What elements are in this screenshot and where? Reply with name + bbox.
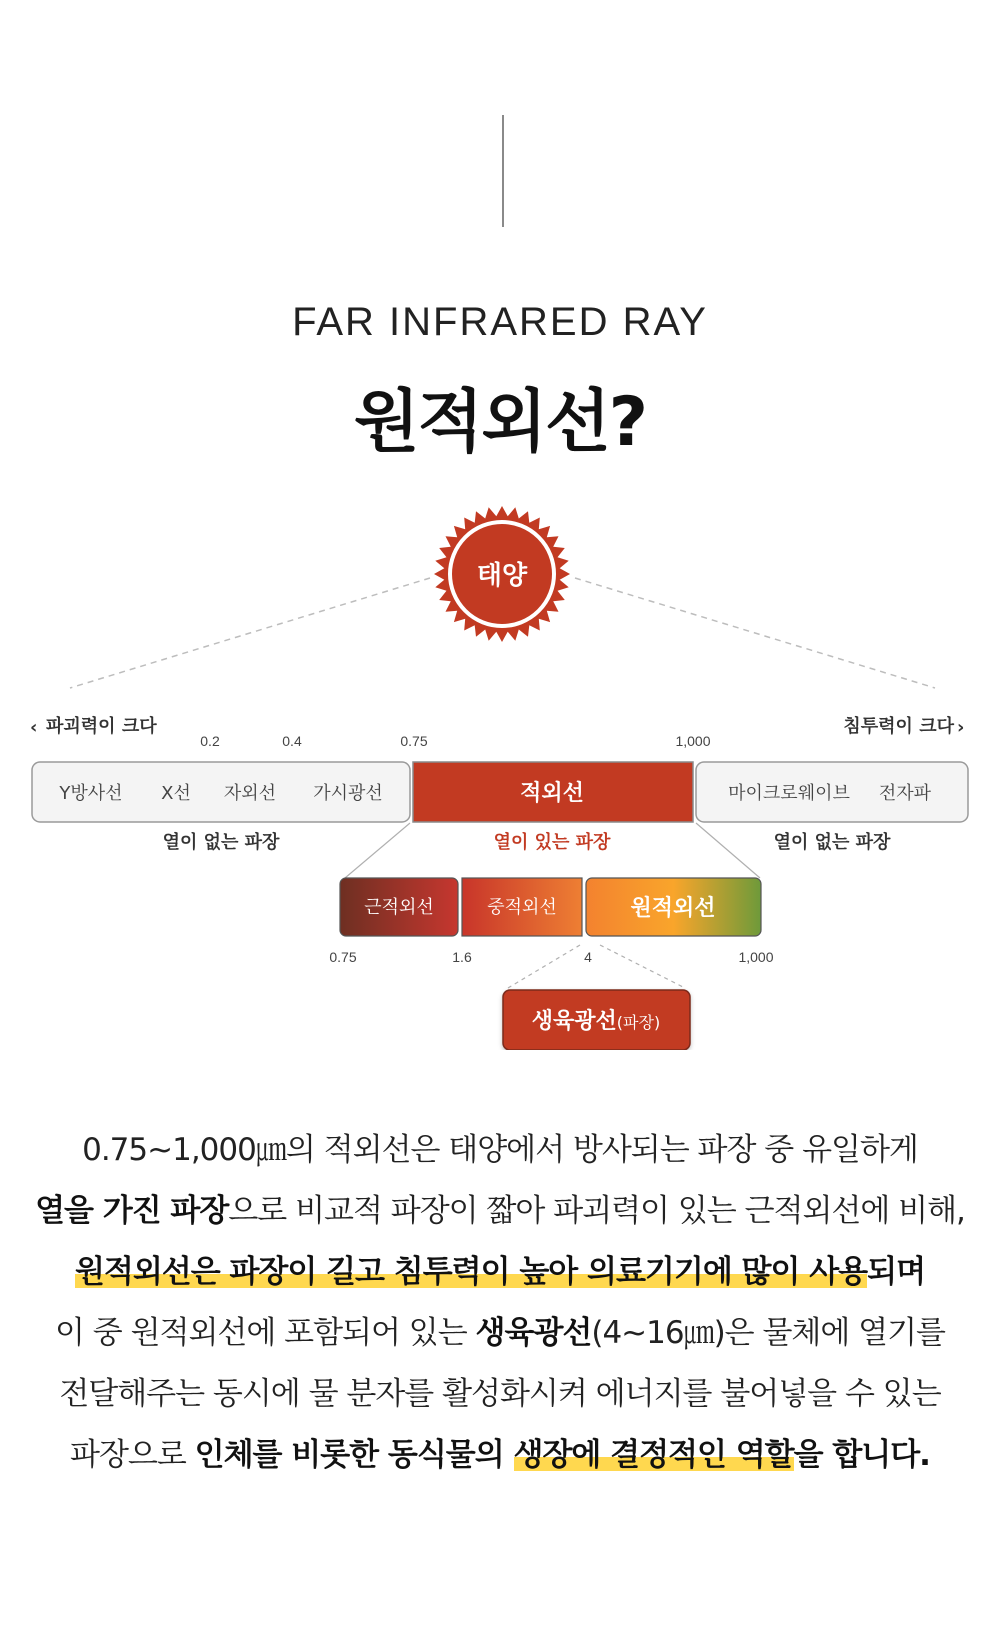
para-line-6 [20,1425,980,1486]
left-note: 파괴력이 크다 [46,716,157,737]
sub-tick-label: 1,000 [738,949,774,965]
infrared-label: 적외선 [520,781,584,806]
spectrum-diagram [0,490,1000,1050]
ray-left [70,578,430,688]
para-line-3 [20,1242,980,1303]
para-line-1: 0.75~1,000㎛의 적외선은 태양에서 방사되는 파장 중 유일하게 [82,1132,918,1168]
section-subtitle: FAR INFRARED RAY [292,300,708,344]
description-paragraph [20,1120,980,1486]
para-line-4 [20,1303,980,1364]
divider-line [502,115,504,227]
right-arrow-icon: › [957,717,965,738]
tick-label: 1,000 [675,733,711,749]
growth-label-suffix: (파장) [616,1013,661,1032]
band-far-ir-label: 원적외선 [630,896,716,921]
plain-text: 파장으로 [70,1437,195,1473]
sub-tick-label: 0.75 [329,949,357,965]
sub-tick-label: 4 [584,949,592,965]
highlight-text: 원적외선은 파장이 길고 침투력이 높아 의료기기에 많이 사용 [74,1254,868,1290]
band-near-ir-label: 근적외선 [364,897,434,918]
emphasis-text: 열을 가진 파장 [35,1193,229,1229]
connector-right [696,823,760,878]
sub-tick-label: 1.6 [452,949,472,965]
plain-text: 으로 비교적 파장이 짧아 파괴력이 있는 근적외선에 비해, [228,1193,965,1229]
connector-left [345,823,410,878]
band-label: 마이크로웨이브 [728,783,850,804]
emphasis-text: 생육광선 [475,1315,592,1351]
ray-right [575,578,935,688]
band-label: Y방사선 [59,783,123,804]
band-mid-ir-label: 중적외선 [487,897,557,918]
band-label: 가시광선 [313,783,383,804]
band-label: 전자파 [878,783,932,804]
under-label-left: 열이 없는 파장 [162,832,280,853]
emphasis-text: 을 합니다. [793,1437,930,1473]
section-title: 원적외선? [353,383,647,462]
band-label: 자외선 [223,783,277,804]
left-arrow-icon: ‹ [30,717,38,738]
sun-label: 태양 [476,561,528,591]
tick-label: 0.2 [200,733,220,749]
growth-connector-left [508,945,580,988]
under-label-center: 열이 있는 파장 [493,832,611,853]
right-note: 침투력이 크다 [843,716,954,737]
sun-icon [434,506,570,642]
emphasis-text: 인체를 비롯한 동식물의 [194,1437,514,1473]
tick-label: 0.4 [282,733,302,749]
plain-text: (4~16㎛)은 물체에 열기를 [591,1315,946,1351]
growth-connector-right [600,945,685,988]
under-label-right: 열이 없는 파장 [773,832,891,853]
plain-text: 이 중 원적외선에 포함되어 있는 [54,1315,476,1351]
para-line-2 [20,1181,980,1242]
emphasis-text: 되며 [867,1254,926,1290]
band-label: X선 [161,783,191,804]
highlight-text: 생장에 결정적인 역할 [513,1437,794,1473]
para-line-5: 전달해주는 동시에 물 분자를 활성화시켜 에너지를 불어넣을 수 있는 [59,1376,941,1412]
tick-label: 0.75 [400,733,428,749]
growth-label-main: 생육광선 [531,1009,617,1034]
